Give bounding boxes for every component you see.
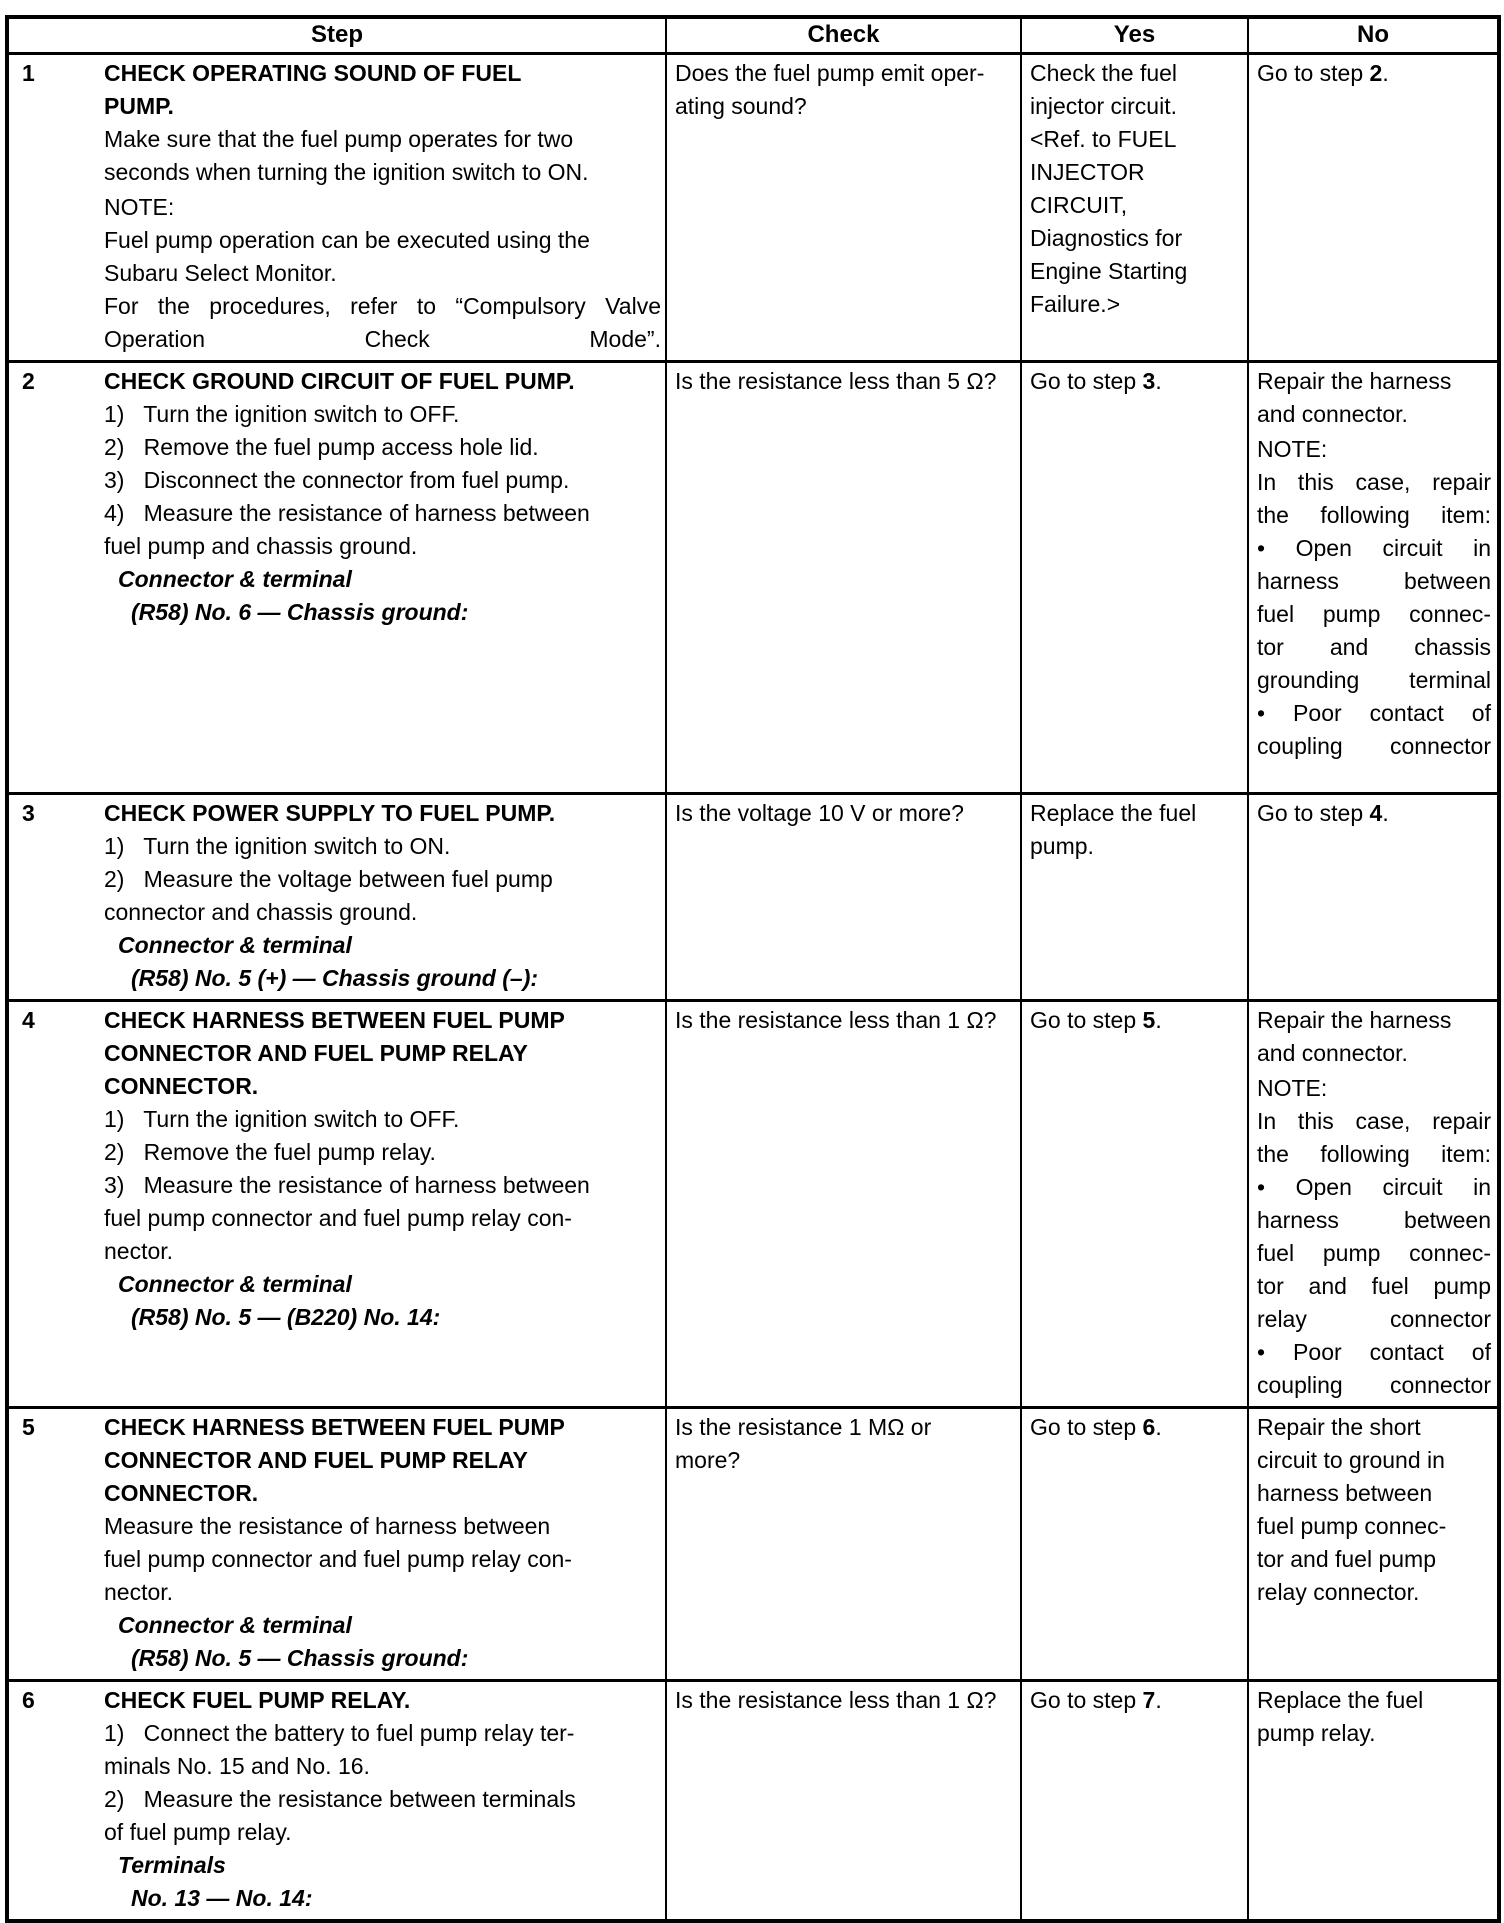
paragraph: Is the voltage 10 V or more? [675, 800, 964, 826]
table-row [7, 54, 1499, 362]
paragraph: Is the resistance less than 1 Ω? [675, 1687, 997, 1713]
step-cell [7, 362, 666, 794]
paragraph: Check the fuel injector circuit. <Ref. to FUEL INJECTOR CIRCUIT, Diagnostics for Engine Starting Failure.> [1030, 60, 1188, 317]
paragraph: 4) Measure the resistance of harness between fuel pump and chassis ground. [104, 500, 590, 559]
yes-cell [1021, 1408, 1248, 1681]
step-title: CHECK GROUND CIRCUIT OF FUEL PUMP. [104, 368, 575, 394]
step-instructions [104, 1409, 665, 1679]
paragraph: 2) Measure the resistance between terminals of fuel pump relay. [104, 1786, 576, 1845]
yes-cell [1021, 1681, 1248, 1922]
col-header-yes: Yes [1021, 17, 1248, 54]
no-cell [1248, 1681, 1499, 1922]
check-cell [666, 54, 1021, 362]
connector-terminal-spec: (R58) No. 5 — Chassis ground: [131, 1645, 469, 1671]
bullet-item: • Open circuit in harness between fuel pump connec- tor and chassis grounding terminal [1257, 535, 1491, 693]
paragraph: 3) Measure the resistance of harness between fuel pump connector and fuel pump relay con- nector. [104, 1172, 590, 1264]
step-cell [7, 794, 666, 1001]
check-cell [666, 1408, 1021, 1681]
yes-cell [1021, 1001, 1248, 1408]
connector-terminal-spec: No. 13 — No. 14: [131, 1885, 313, 1911]
table-row [7, 362, 1499, 794]
paragraph: Repair the harness and connector. [1257, 1007, 1452, 1066]
paragraph: Replace the fuel pump relay. [1257, 1687, 1424, 1746]
connector-terminal-label: Connector & terminal [118, 566, 352, 592]
step-instructions [104, 1682, 665, 1919]
connector-terminal-spec: (R58) No. 5 (+) — Chassis ground (–): [131, 965, 539, 991]
step-title: CHECK FUEL PUMP RELAY. [104, 1687, 411, 1713]
paragraph: 2) Remove the fuel pump access hole lid. [104, 434, 539, 460]
table-body [7, 54, 1499, 1922]
connector-terminal-label: Terminals [118, 1852, 226, 1878]
step-number: 4 [22, 1007, 35, 1033]
paragraph: Repair the short circuit to ground in harness between fuel pump connec- tor and fuel pump relay connector. [1257, 1414, 1447, 1605]
paragraph: Measure the resistance of harness between fuel pump connector and fuel pump relay con- nector. [104, 1513, 572, 1605]
paragraph: 2) Measure the voltage between fuel pump connector and chassis ground. [104, 866, 553, 925]
paragraph: Go to step 2. [1257, 60, 1389, 86]
no-cell [1248, 362, 1499, 794]
paragraph: Go to step 5. [1030, 1007, 1162, 1033]
paragraph: In this case, repair the following item: [1257, 469, 1491, 528]
note-label: NOTE: [104, 194, 175, 220]
step-instructions [104, 795, 665, 999]
yes-cell [1021, 794, 1248, 1001]
no-cell [1248, 1001, 1499, 1408]
paragraph: Make sure that the fuel pump operates for two seconds when turning the ignition switch to ON. [104, 126, 589, 185]
paragraph: 1) Turn the ignition switch to ON. [104, 833, 451, 859]
step-cell [7, 1681, 666, 1922]
step-instructions [104, 363, 665, 633]
check-cell [666, 794, 1021, 1001]
step-number: 5 [22, 1414, 35, 1440]
paragraph: Replace the fuel pump. [1030, 800, 1197, 859]
no-cell [1248, 1408, 1499, 1681]
check-cell [666, 1001, 1021, 1408]
table-row [7, 1001, 1499, 1408]
table-row [7, 1408, 1499, 1681]
connector-terminal-label: Connector & terminal [118, 932, 352, 958]
no-cell [1248, 794, 1499, 1001]
step-title: CHECK POWER SUPPLY TO FUEL PUMP. [104, 800, 556, 826]
paragraph: For the procedures, refer to “Compulsory Valve Operation Check Mode”. [104, 293, 661, 352]
paragraph: Go to step 4. [1257, 800, 1389, 826]
paragraph: Go to step 3. [1030, 368, 1162, 394]
col-header-step: Step [7, 17, 666, 54]
note-label: NOTE: [1257, 436, 1328, 462]
step-title: CHECK HARNESS BETWEEN FUEL PUMP CONNECTOR AND FUEL PUMP RELAY CONNECTOR. [104, 1414, 565, 1506]
paragraph: Repair the harness and connector. [1257, 368, 1452, 427]
paragraph: 1) Connect the battery to fuel pump relay ter- minals No. 15 and No. 16. [104, 1720, 575, 1779]
yes-cell [1021, 54, 1248, 362]
step-cell [7, 1001, 666, 1408]
no-cell [1248, 54, 1499, 362]
connector-terminal-spec: (R58) No. 5 — (B220) No. 14: [131, 1304, 441, 1330]
paragraph: Go to step 6. [1030, 1414, 1162, 1440]
note-label: NOTE: [1257, 1075, 1328, 1101]
paragraph: 2) Remove the fuel pump relay. [104, 1139, 436, 1165]
paragraph: 1) Turn the ignition switch to OFF. [104, 401, 460, 427]
connector-terminal-label: Connector & terminal [118, 1612, 352, 1638]
table-row [7, 1681, 1499, 1922]
paragraph: Fuel pump operation can be executed using the Subaru Select Monitor. [104, 227, 590, 286]
paragraph: 1) Turn the ignition switch to OFF. [104, 1106, 460, 1132]
paragraph: Is the resistance less than 5 Ω? [675, 368, 997, 394]
header-row [7, 17, 1499, 54]
paragraph: Does the fuel pump emit oper- ating sound? [675, 60, 985, 119]
step-number: 3 [22, 800, 35, 826]
paragraph: 3) Disconnect the connector from fuel pump. [104, 467, 570, 493]
bullet-item: • Poor contact of coupling connector [1257, 1339, 1491, 1398]
check-cell [666, 362, 1021, 794]
step-title: CHECK OPERATING SOUND OF FUEL PUMP. [104, 60, 522, 119]
col-header-no: No [1248, 17, 1499, 54]
step-cell [7, 54, 666, 362]
table-row [7, 794, 1499, 1001]
connector-terminal-spec: (R58) No. 6 — Chassis ground: [131, 599, 469, 625]
step-number: 1 [22, 60, 35, 86]
step-instructions [104, 55, 665, 360]
step-number: 6 [22, 1687, 35, 1713]
bullet-item: • Open circuit in harness between fuel pump connec- tor and fuel pump relay connector [1257, 1174, 1491, 1332]
step-instructions [104, 1002, 665, 1338]
paragraph: Go to step 7. [1030, 1687, 1162, 1713]
step-number: 2 [22, 368, 35, 394]
paragraph: Is the resistance 1 MΩ or more? [675, 1414, 932, 1473]
check-cell [666, 1681, 1021, 1922]
page [0, 15, 1504, 1911]
step-title: CHECK HARNESS BETWEEN FUEL PUMP CONNECTOR AND FUEL PUMP RELAY CONNECTOR. [104, 1007, 565, 1099]
col-header-check: Check [666, 17, 1021, 54]
bullet-item: • Poor contact of coupling connector [1257, 700, 1491, 759]
diagnostic-table [5, 15, 1501, 1923]
paragraph: Is the resistance less than 1 Ω? [675, 1007, 997, 1033]
connector-terminal-label: Connector & terminal [118, 1271, 352, 1297]
step-cell [7, 1408, 666, 1681]
yes-cell [1021, 362, 1248, 794]
paragraph: In this case, repair the following item: [1257, 1108, 1491, 1167]
